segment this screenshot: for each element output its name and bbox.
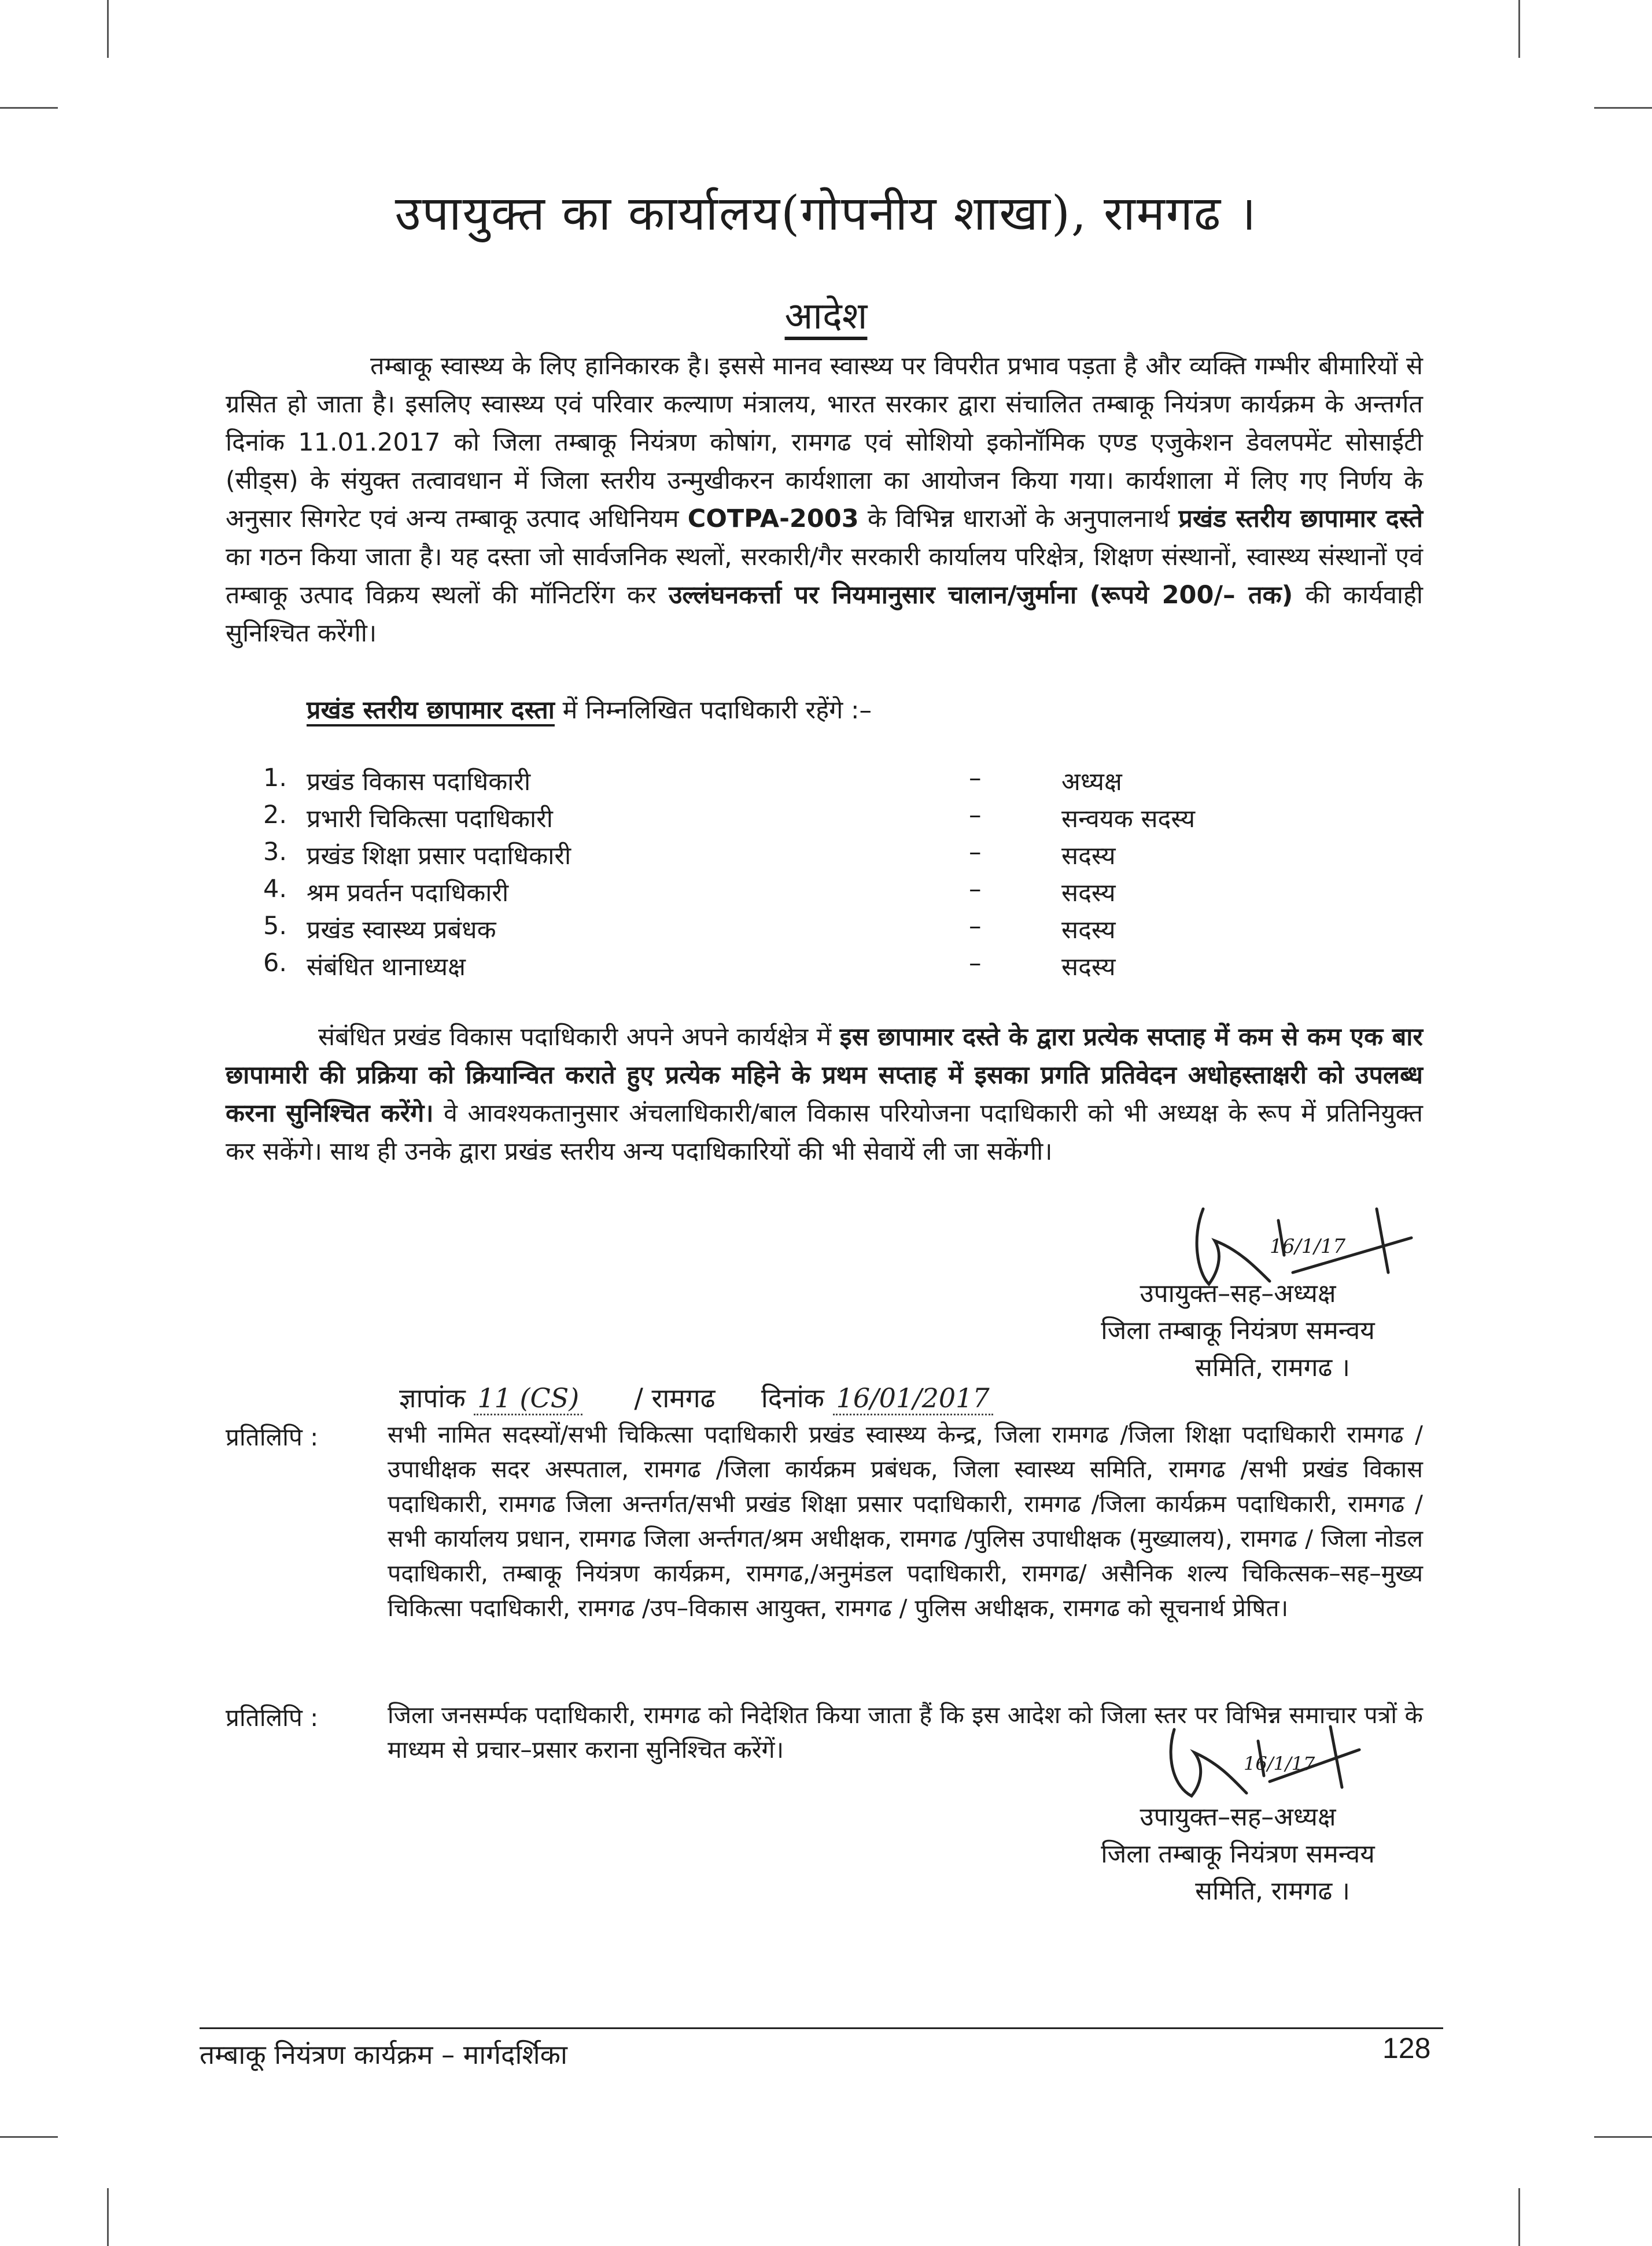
second-text-1: संबंधित प्रखंड विकास पदाधिकारी अपने अपने कार्यक्षेत्र में bbox=[318, 1023, 840, 1052]
intro-bold-3: उल्लंघनकर्त्ता पर नियमानुसार चालान/जुर्माना (रूपये 200/– तक) bbox=[668, 581, 1293, 610]
member-row bbox=[263, 764, 1304, 801]
footer-divider bbox=[200, 2027, 1443, 2029]
signature-line-1: उपायुक्त–सह–अध्यक्ष bbox=[1140, 1802, 1336, 1832]
member-num: 6. bbox=[263, 949, 287, 978]
member-name: प्रभारी चिकित्सा पदाधिकारी bbox=[307, 805, 553, 834]
second-bold-1: इस छापामार दस्ते के द्वारा प्रत्येक सप्ताह में कम से कम एक बार छापामारी की प्रक्रिया को क्रियान्वित कराते हुए प्रत्येक महिने के प्रथम सप्ताह में इसका प्रगति प्रतिवेदन अधोहस्ताक्षरी को उपलब्ध करना सुनिश्चित करेंगे। bbox=[226, 1023, 1423, 1128]
intro-text-4: की कार्यवाही सुनिश्चित करेंगी। bbox=[226, 581, 1423, 648]
crop-mark bbox=[0, 107, 58, 109]
member-dash: – bbox=[969, 875, 982, 903]
member-dash: – bbox=[969, 949, 982, 978]
member-dash: – bbox=[969, 801, 982, 829]
copy-text: सभी नामित सदस्यों/सभी चिकित्सा पदाधिकारी प्रखंड स्वास्थ्य केन्द्र, जिला रामगढ /जिला शिक्षा पदाधिकारी रामगढ /उपाधीक्षक सदर अस्पताल, रामगढ /जिला कार्यक्रम प्रबंधक, जिला स्वास्थ्य समिति, रामगढ /सभी प्रखंड विकास पदाधिकारी, रामगढ जिला अन्तर्गत/सभी प्रखंड शिक्षा प्रसार पदाधिकारी, रामगढ /जिला कार्यक्रम पदाधिकारी, रामगढ / सभी कार्यालय प्रधान, रामगढ जिला अर्न्तगत/श्रम अधीक्षक, रामगढ /पुलिस उपाधीक्षक (मुख्यालय), रामगढ / जिला नोडल पदाधिकारी, तम्बाकू नियंत्रण कार्यक्रम, रामगढ,/अनुमंडल पदाधिकारी, रामगढ/ असैनिक शल्य चिकित्सक–सह–मुख्य चिकित्सा पदाधिकारी, रामगढ /उप–विकास आयुक्त, रामगढ / पुलिस अधीक्षक, रामगढ को सूचनार्थ प्रेषित। bbox=[388, 1421, 1423, 1622]
footer-title: तम्बाकू नियंत्रण कार्यक्रम – मार्गदर्शिका bbox=[200, 2039, 567, 2070]
intro-text-2: के विभिन्न धाराओं के अनुपालनार्थ bbox=[858, 504, 1179, 533]
member-row bbox=[263, 801, 1304, 838]
member-role: सदस्य bbox=[1061, 879, 1116, 908]
intro-text-3: का गठन किया जाता है। यह दस्ता जो सार्वजनिक स्थलों, सरकारी/गैर सरकारी कार्यालय परिक्षेत्र, शिक्षण संस्थानों, स्वास्थ्य संस्थानों एवं तम्बाकू उत्पाद विक्रय स्थलों की मॉनिटरिंग कर bbox=[226, 543, 1423, 610]
member-role: अध्यक्ष bbox=[1061, 768, 1122, 796]
crop-mark bbox=[0, 2136, 58, 2138]
member-row bbox=[263, 949, 1304, 986]
member-row bbox=[263, 912, 1304, 949]
second-paragraph bbox=[226, 1018, 1423, 1171]
signature-line-3: समिति, रामगढ । bbox=[1195, 1876, 1350, 1906]
member-num: 2. bbox=[263, 801, 287, 829]
page-number: 128 bbox=[1382, 2032, 1431, 2064]
signature-line-2: जिला तम्बाकू नियंत्रण समन्वय bbox=[1101, 1839, 1375, 1869]
crop-mark bbox=[1594, 107, 1652, 109]
member-dash: – bbox=[969, 764, 982, 792]
member-name: संबंधित थानाध्यक्ष bbox=[307, 953, 466, 982]
crop-mark bbox=[1518, 2188, 1520, 2246]
member-num: 3. bbox=[263, 838, 287, 866]
crop-mark bbox=[1518, 0, 1520, 58]
intro-text-1: तम्बाकू स्वास्थ्य के लिए हानिकारक है। इससे मानव स्वास्थ्य पर विपरीत प्रभाव पड़ता है और व्यक्ति गम्भीर बीमारियों से ग्रसित हो जाता है। इसलिए स्वास्थ्य एवं परिवार कल्याण मंत्रालय, भारत सरकार द्वारा संचालित तम्बाकू नियंत्रण कार्यक्रम के अन्तर्गत दिनांक 11.01.2017 को जिला तम्बाकू नियंत्रण कोषांग, रामगढ एवं सोशियो इकोनॉमिक एण्ड एजुकेशन डेवलपमेंट सोसाईटी (सीड्स) के संयुक्त तत्वावधान में जिला स्तरीय उन्मुखीकरन कार्यशाला का आयोजन किया गया। कार्यशाला में लिए गए निर्णय के अनुसार सिगरेट एवं अन्य तम्बाकू उत्पाद अधिनियम bbox=[226, 352, 1423, 533]
signature-line-2: जिला तम्बाकू नियंत्रण समन्वय bbox=[1101, 1316, 1375, 1345]
crop-mark bbox=[107, 0, 109, 58]
intro-bold-2: प्रखंड स्तरीय छापामार दस्ते bbox=[1178, 504, 1423, 533]
member-num: 4. bbox=[263, 875, 287, 903]
copy-label: प्रतिलिपि : bbox=[226, 1423, 319, 1451]
member-name: प्रखंड स्वास्थ्य प्रबंधक bbox=[307, 916, 496, 945]
member-num: 5. bbox=[263, 912, 287, 941]
signature-block bbox=[1035, 1799, 1440, 1910]
member-num: 1. bbox=[263, 764, 287, 792]
signature-date-handwritten: 16/1/17 bbox=[1244, 1753, 1315, 1775]
signature-block bbox=[1035, 1275, 1440, 1386]
copy-label: प्रतिलिपि : bbox=[226, 1703, 319, 1732]
signature-line-3: समिति, रामगढ । bbox=[1195, 1353, 1350, 1382]
member-role: सदस्य bbox=[1061, 842, 1116, 871]
ref-place: / रामगढ bbox=[634, 1382, 716, 1414]
squad-underlined: प्रखंड स्तरीय छापामार दस्ता bbox=[307, 696, 555, 725]
member-role: सन्वयक सदस्य bbox=[1061, 805, 1196, 834]
signature-date-handwritten: 16/1/17 bbox=[1270, 1235, 1346, 1258]
crop-mark bbox=[1594, 2136, 1652, 2138]
order-heading: आदेश bbox=[784, 295, 868, 338]
member-row bbox=[263, 875, 1304, 912]
member-role: सदस्य bbox=[1061, 916, 1116, 945]
intro-paragraph bbox=[226, 347, 1423, 652]
member-dash: – bbox=[969, 912, 982, 941]
member-name: श्रम प्रवर्तन पदाधिकारी bbox=[307, 879, 509, 908]
member-name: प्रखंड शिक्षा प्रसार पदाधिकारी bbox=[307, 842, 571, 871]
reference-line bbox=[399, 1380, 993, 1415]
office-title: उपायुक्त का कार्यालय(गोपनीय शाखा), रामगढ । bbox=[394, 186, 1258, 241]
member-list bbox=[263, 764, 1304, 986]
member-name: प्रखंड विकास पदाधिकारी bbox=[307, 768, 531, 796]
member-role: सदस्य bbox=[1061, 953, 1116, 982]
ref-date-label: दिनांक bbox=[761, 1382, 824, 1414]
squad-text: में निम्नलिखित पदाधिकारी रहेंगे :– bbox=[554, 696, 872, 725]
intro-bold-1: COTPA-2003 bbox=[687, 504, 859, 533]
copy-text: जिला जनसर्म्पक पदाधिकारी, रामगढ को निदेशित किया जाता हैं कि इस आदेश को जिला स्तर पर विभिन्न समाचार पत्रों के माध्यम से प्रचार–प्रसार कराना सुनिश्चित करेंगें। bbox=[388, 1701, 1423, 1764]
ref-number: 11 (CS) bbox=[474, 1382, 582, 1415]
member-dash: – bbox=[969, 838, 982, 866]
second-text-2: वे आवश्यकतानुसार अंचलाधिकारी/बाल विकास परियोजना पदाधिकारी को भी अध्यक्ष के रूप में प्रतिनियुक्त कर सकेंगे। साथ ही उनके द्वारा प्रखंड स्तरीय अन्य पदाधिकारियों की भी सेवायें ली जा सकेंगी। bbox=[226, 1099, 1424, 1166]
ref-label: ज्ञापांक bbox=[399, 1382, 466, 1414]
member-row bbox=[263, 838, 1304, 875]
ref-date: 16/01/2017 bbox=[833, 1382, 993, 1415]
squad-line bbox=[226, 691, 1423, 729]
signature-line-1: उपायुक्त–सह–अध्यक्ष bbox=[1140, 1279, 1336, 1308]
crop-mark bbox=[107, 2188, 109, 2246]
